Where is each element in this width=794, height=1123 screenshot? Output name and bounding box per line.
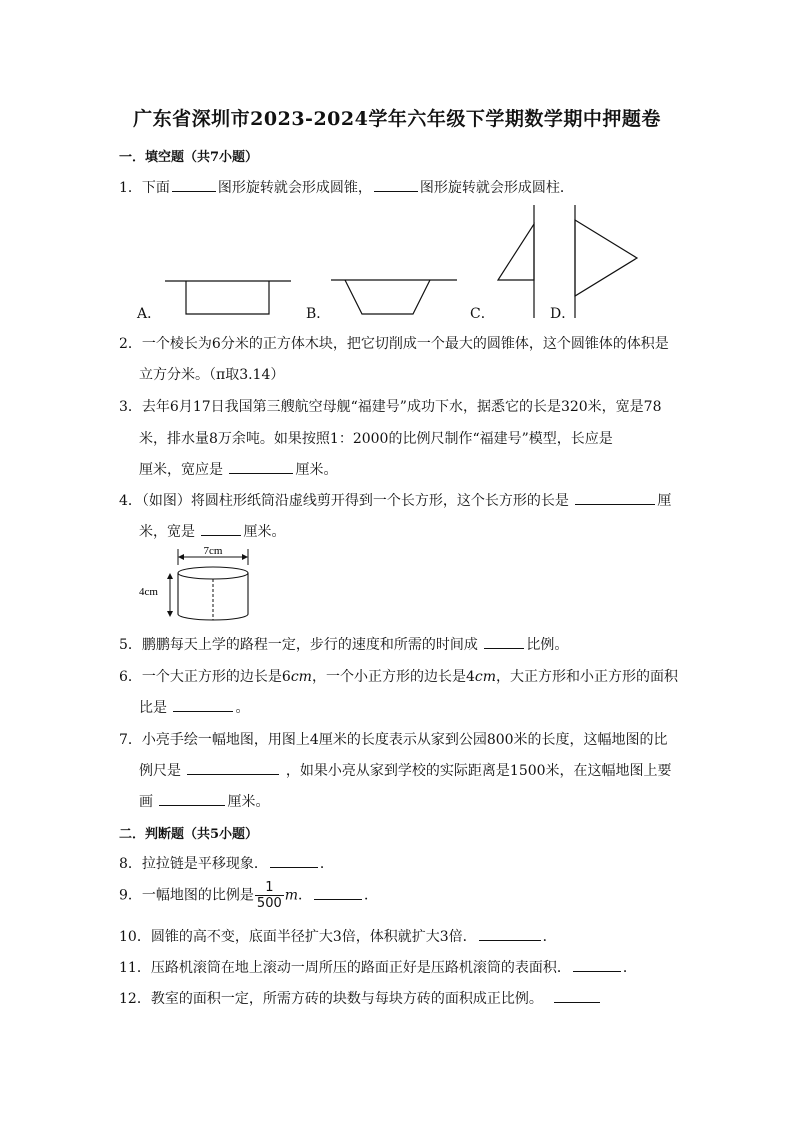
page-title: 广东省深圳市2023-2024学年六年级下学期数学期中押题卷 bbox=[133, 108, 661, 130]
answer-blank[interactable] bbox=[484, 634, 524, 649]
answer-blank[interactable] bbox=[187, 760, 279, 775]
cylinder-top bbox=[178, 567, 248, 579]
answer-blank[interactable] bbox=[172, 177, 216, 192]
section-fill-in-title: 一．填空题（共7小题） bbox=[119, 150, 259, 165]
option-d-label: D． bbox=[550, 306, 576, 322]
question-2-line-2: 立方分米。（π取3.14） bbox=[139, 367, 285, 383]
question-3-line-3: 厘米，宽应是 厘米。 bbox=[139, 459, 337, 479]
height-label: 4cm bbox=[139, 586, 158, 598]
answer-blank[interactable] bbox=[554, 988, 600, 1003]
question-9: 9．一幅地图的比例是 $\frac{1}{500}$ m． ． bbox=[119, 880, 379, 911]
figure-c-triangle bbox=[498, 224, 534, 280]
answer-blank[interactable] bbox=[573, 957, 621, 972]
option-c-label: C． bbox=[470, 306, 495, 322]
question-2-line-1: 2．一个棱长为6分米的正方体木块，把它切削成一个最大的圆锥体，这个圆锥体的体积是 bbox=[119, 336, 669, 352]
question-1-figures bbox=[119, 200, 659, 325]
question-1: 1．下面 图形旋转就会形成圆锥， 图形旋转就会形成圆柱． bbox=[119, 177, 574, 197]
question-6-line-1: 6．一个大正方形的边长是6cm，一个小正方形的边长是4cm，大正方形和小正方形的面积 bbox=[119, 669, 678, 685]
width-label: 7cm bbox=[203, 545, 223, 557]
answer-blank[interactable] bbox=[374, 177, 418, 192]
figure-d-triangle bbox=[575, 220, 637, 296]
question-4-line-1: 4．（如图）将圆柱形纸筒沿虚线剪开得到一个长方形，这个长方形的长是 厘 bbox=[119, 490, 671, 510]
question-3-line-2: 米，排水量8万余吨。如果按照1：2000的比例尺制作“福建号”模型，长应是 bbox=[139, 431, 613, 447]
option-a-label: A． bbox=[137, 306, 162, 322]
question-10: 10．圆锥的高不变，底面半径扩大3倍，体积就扩大3倍． ． bbox=[119, 926, 557, 946]
question-3-line-1: 3．去年6月17日我国第三艘航空母舰“福建号”成功下水，据悉它的长是320米，宽是78 bbox=[119, 399, 662, 415]
question-6-line-2: 比是 。 bbox=[139, 697, 249, 717]
answer-blank[interactable] bbox=[159, 791, 225, 806]
answer-blank[interactable] bbox=[479, 926, 541, 941]
cylinder-figure bbox=[136, 543, 256, 625]
question-7-line-3: 画 厘米。 bbox=[139, 791, 269, 811]
section-true-false-title: 二．判断题（共5小题） bbox=[119, 827, 259, 842]
scale-fraction: $\frac{1}{500}$ bbox=[256, 880, 282, 911]
figure-a-rectangle bbox=[186, 281, 269, 314]
answer-blank[interactable] bbox=[575, 490, 655, 505]
answer-blank[interactable] bbox=[173, 697, 233, 712]
question-8: 8．拉拉链是平移现象． ． bbox=[119, 853, 334, 873]
question-7-line-1: 7．小亮手绘一幅地图，用图上4厘米的长度表示从家到公园800米的长度，这幅地图的比 bbox=[119, 732, 668, 748]
answer-blank[interactable] bbox=[201, 521, 241, 536]
answer-blank[interactable] bbox=[270, 853, 318, 868]
answer-blank[interactable] bbox=[229, 459, 293, 474]
figure-b-trapezoid bbox=[345, 280, 430, 314]
question-12: 12．教室的面积一定，所需方砖的块数与每块方砖的面积成正比例。 bbox=[119, 988, 602, 1008]
question-5: 5．鹏鹏每天上学的路程一定，步行的速度和所需的时间成 比例。 bbox=[119, 634, 568, 654]
question-4-line-2: 米，宽是 厘米。 bbox=[139, 521, 285, 541]
option-b-label: B． bbox=[306, 306, 331, 322]
answer-blank[interactable] bbox=[314, 885, 362, 900]
question-11: 11．压路机滚筒在地上滚动一周所压的路面正好是压路机滚筒的表面积． ． bbox=[119, 957, 637, 977]
question-7-line-2: 例尺是 ，如果小亮从家到学校的实际距离是1500米，在这幅地图上要 bbox=[139, 760, 672, 780]
